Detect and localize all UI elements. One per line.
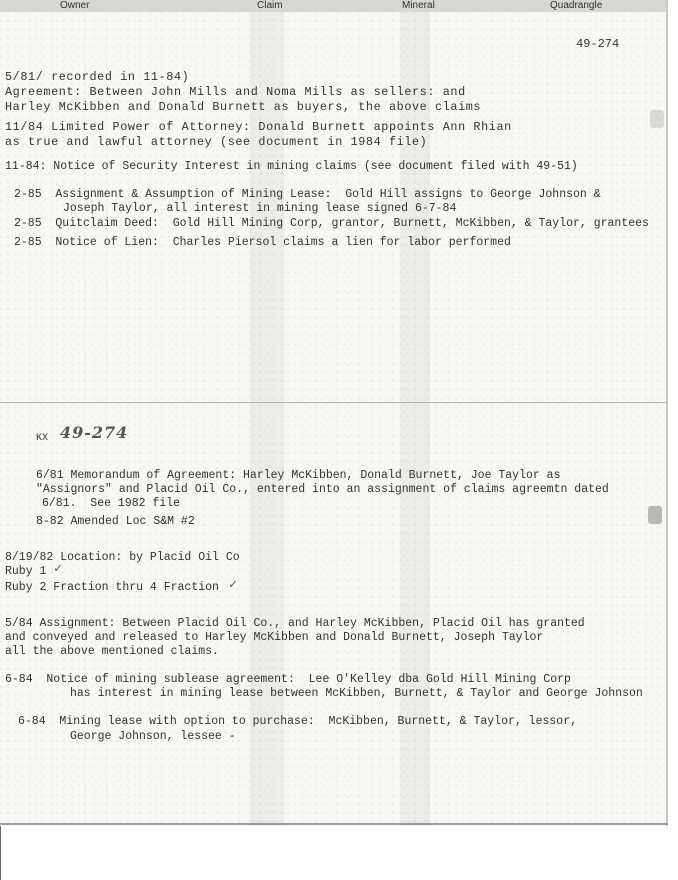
scan-artifact [648,506,662,524]
entry-security-interest: 11-84: Notice of Security Interest in mining claims (see document filed with 49-51) [5,160,578,173]
entry-quitclaim-deed: 2-85 Quitclaim Deed: Gold Hill Mining Corp, grantor, Burnett, McKibben, & Taylor, grantees [14,217,649,230]
card-edge [0,823,668,825]
scan-artifact [650,110,664,128]
checkmark-icon: ✓ [54,561,62,576]
section-divider [0,402,668,403]
entry-power-of-attorney-line2: as true and lawful attorney (see document in 1984 file) [5,135,428,149]
entry-mining-lease-line1: 6-84 Mining lease with option to purchase: McKibben, Burnett, & Taylor, lessor, [18,715,577,728]
entry-memorandum-line2: "Assignors" and Placid Oil Co., entered into an assignment of claims agreemtn dated [36,483,609,496]
claim-ruby-1: Ruby 1 [5,565,47,578]
header-claim: Claim [257,0,283,11]
handwritten-card-number: 49-274 [60,423,129,442]
kx-label: KX [36,433,49,444]
entry-location: 8/19/82 Location: by Placid Oil Co [5,551,240,564]
entry-mining-lease-line2: George Johnson, lessee - [70,730,236,743]
claim-ruby-2-fraction: Ruby 2 Fraction thru 4 Fraction [5,581,219,594]
entry-sublease-line2: has interest in mining lease between McKibben, Burnett, & Taylor and George Johnson [70,687,643,700]
card-number: 49-274 [576,37,620,51]
card-edge [666,0,668,826]
header-mineral: Mineral [402,0,435,11]
entry-notice-of-lien: 2-85 Notice of Lien: Charles Piersol claims a lien for labor performed [14,236,511,249]
entry-recorded: 5/81/ recorded in 11-84) [5,70,190,84]
entry-sublease-line1: 6-84 Notice of mining sublease agreement: Lee O'Kelley dba Gold Hill Mining Corp [5,673,571,686]
header-owner: Owner [60,0,90,11]
entry-assignment-line2: Joseph Taylor, all interest in mining lease signed 6-7-84 [63,202,457,215]
entry-memorandum-line1: 6/81 Memorandum of Agreement: Harley McKibben, Donald Burnett, Joe Taylor as [36,469,561,482]
entry-assignment-line1: 2-85 Assignment & Assumption of Mining Lease: Gold Hill assigns to George Johnson & [14,188,601,201]
entry-power-of-attorney-line1: 11/84 Limited Power of Attorney: Donald Burnett appoints Ann Rhian [5,120,512,134]
header-quadrangle: Quadrangle [550,0,603,11]
entry-agreement-line1: Agreement: Between John Mills and Noma Mills as sellers: and [5,85,466,99]
entry-memorandum-line3: 6/81. See 1982 file [42,497,181,510]
entry-agreement-line2: Harley McKibben and Donald Burnett as buyers, the above claims [5,100,482,114]
checkmark-icon: ✓ [229,577,237,592]
entry-assignment-placid-line3: all the above mentioned claims. [5,645,219,658]
entry-amended-loc: 8-82 Amended Loc S&M #2 [36,515,195,528]
entry-assignment-placid-line1: 5/84 Assignment: Between Placid Oil Co., and Harley McKibben, Placid Oil has granted [5,617,585,630]
entry-assignment-placid-line2: and conveyed and released to Harley McKibben and Donald Burnett, Joseph Taylor [5,631,544,644]
page-margin-line [0,826,1,880]
